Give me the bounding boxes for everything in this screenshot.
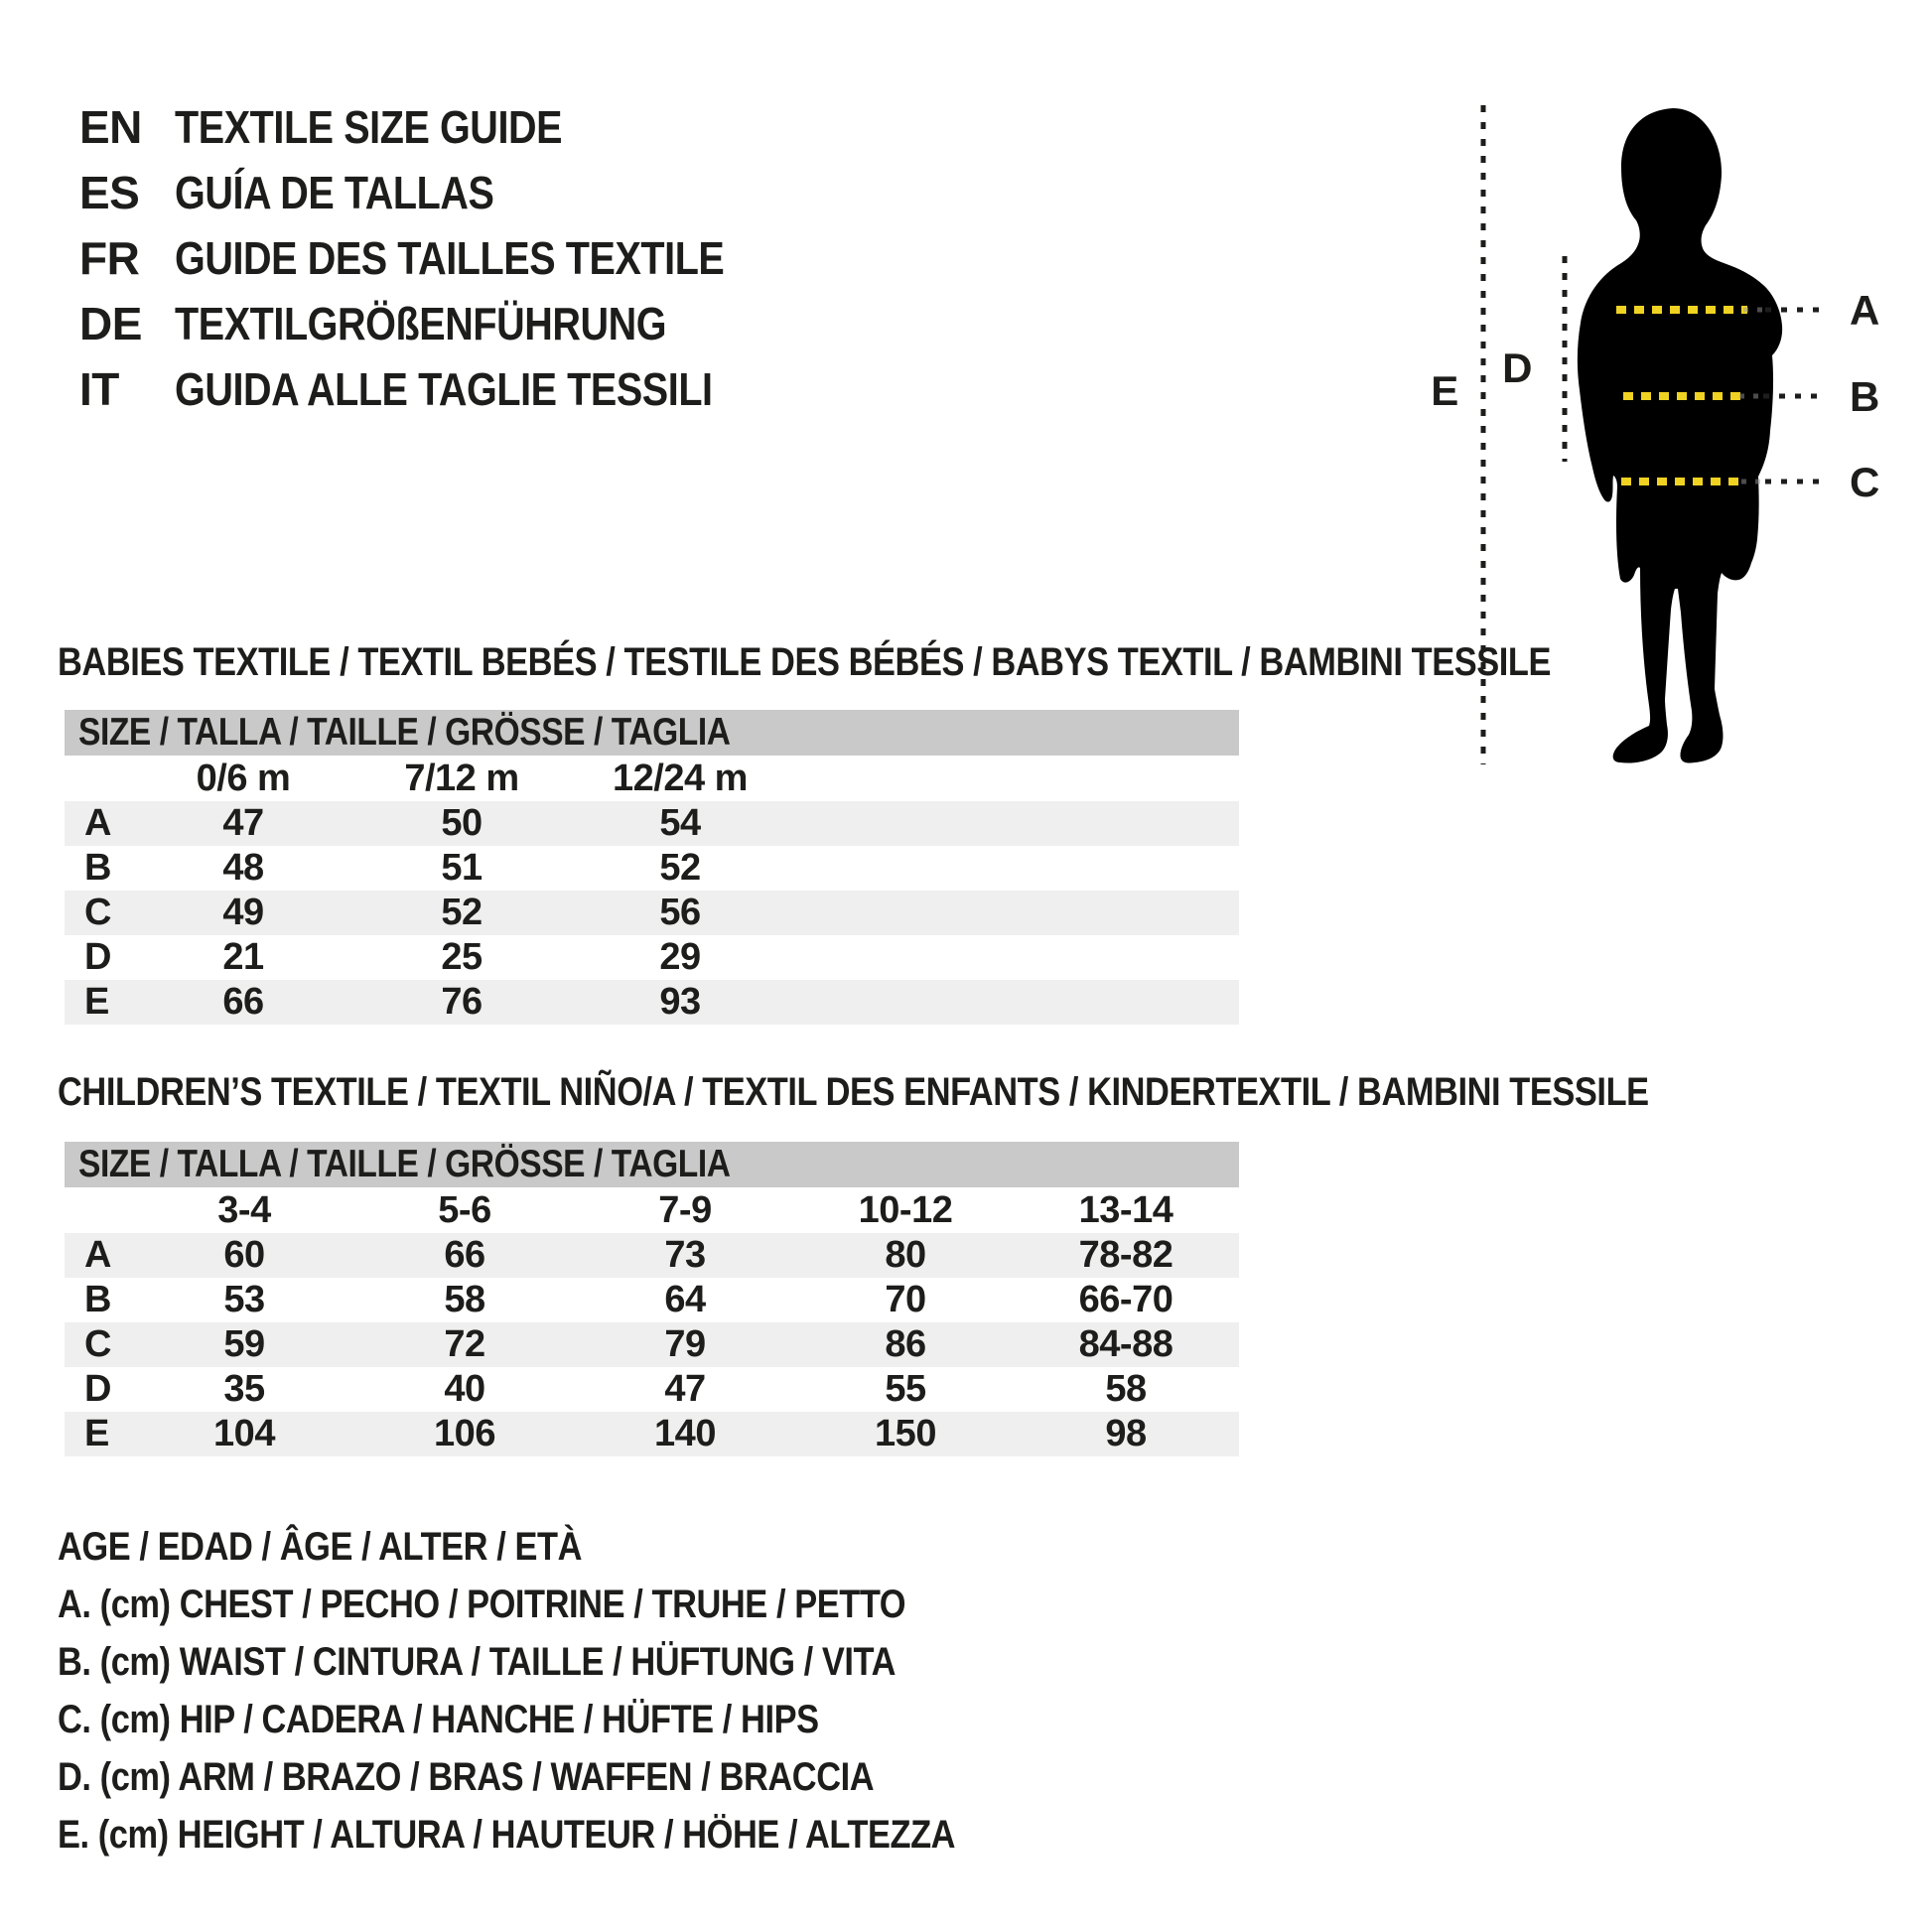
row-label: E bbox=[84, 1413, 109, 1454]
row-label: C bbox=[84, 892, 111, 933]
guide-title: GUIDA ALLE TAGLIE TESSILI bbox=[175, 363, 713, 415]
column-header: 13-14 bbox=[1078, 1189, 1173, 1231]
legend-text: A. (cm) CHEST / PECHO / POITRINE / TRUHE / PETTO bbox=[58, 1583, 906, 1626]
children-section-heading bbox=[58, 1070, 1908, 1114]
table-row-e bbox=[65, 980, 1239, 1025]
table-cell: 104 bbox=[213, 1413, 275, 1454]
empty-corner-cell bbox=[65, 756, 134, 801]
table-row-b bbox=[65, 1278, 1239, 1322]
row-label: B bbox=[84, 847, 111, 889]
children-table bbox=[65, 1142, 1239, 1456]
table-row-c bbox=[65, 1322, 1239, 1367]
table-cell: 52 bbox=[441, 892, 483, 933]
table-cell: 51 bbox=[441, 847, 483, 889]
column-header: 10-12 bbox=[858, 1189, 953, 1231]
table-cell: 93 bbox=[659, 981, 701, 1023]
lang-row-it bbox=[79, 356, 800, 422]
row-label: A bbox=[84, 802, 111, 844]
table-cell: 73 bbox=[664, 1234, 706, 1276]
table-cell: 78-82 bbox=[1078, 1234, 1173, 1276]
row-label: D bbox=[84, 1368, 111, 1410]
lang-code: ES bbox=[79, 167, 140, 218]
column-header: 5-6 bbox=[438, 1189, 491, 1231]
figure-label-a: A bbox=[1850, 287, 1879, 334]
table-cell: 25 bbox=[441, 936, 483, 978]
lang-row-en bbox=[79, 94, 625, 160]
table-row-b bbox=[65, 846, 1239, 891]
legend-text: E. (cm) HEIGHT / ALTURA / HAUTEUR / HÖHE / ALTEZZA bbox=[58, 1813, 956, 1857]
column-header: 3-4 bbox=[217, 1189, 271, 1231]
table-cell: 29 bbox=[659, 936, 701, 978]
guide-title: GUÍA DE TALLAS bbox=[175, 167, 494, 218]
lang-row-es bbox=[79, 160, 546, 225]
table-cell: 52 bbox=[659, 847, 701, 889]
table-cell: 79 bbox=[664, 1323, 706, 1365]
table-cell: 58 bbox=[1105, 1368, 1147, 1410]
lang-row-de bbox=[79, 291, 747, 356]
legend-text: B. (cm) WAIST / CINTURA / TAILLE / HÜFTUNG / VITA bbox=[58, 1640, 896, 1684]
column-header: 7/12 m bbox=[404, 758, 519, 799]
table-cell: 59 bbox=[223, 1323, 265, 1365]
table-cell: 48 bbox=[222, 847, 264, 889]
table-cell: 64 bbox=[664, 1279, 706, 1320]
column-header: 12/24 m bbox=[613, 758, 748, 799]
guide-title: GUIDE DES TAILLES TEXTILE bbox=[175, 232, 725, 284]
table-cell: 70 bbox=[885, 1279, 926, 1320]
table-cell: 56 bbox=[659, 892, 701, 933]
table-row-a bbox=[65, 801, 1239, 846]
legend-line-chest bbox=[58, 1576, 1043, 1633]
table-cell: 58 bbox=[444, 1279, 485, 1320]
table-cell: 72 bbox=[444, 1323, 485, 1365]
lang-code: FR bbox=[79, 232, 140, 284]
figure-label-d: D bbox=[1502, 345, 1532, 391]
children-size-header-band bbox=[65, 1142, 1239, 1187]
babies-section-heading bbox=[58, 640, 1794, 684]
legend-text: C. (cm) HIP / CADERA / HANCHE / HÜFTE / HIPS bbox=[58, 1698, 819, 1741]
table-cell: 66 bbox=[222, 981, 264, 1023]
figure-label-c: C bbox=[1850, 459, 1879, 505]
figure-label-e: E bbox=[1431, 367, 1458, 414]
table-cell: 86 bbox=[885, 1323, 926, 1365]
table-row-e bbox=[65, 1412, 1239, 1456]
table-row-c bbox=[65, 891, 1239, 935]
table-cell: 40 bbox=[444, 1368, 485, 1410]
babies-heading-text: BABIES TEXTILE / TEXTIL BEBÉS / TESTILE DES BÉBÉS / BABYS TEXTIL / BAMBINI TESSILE bbox=[58, 640, 1552, 684]
lang-code: EN bbox=[79, 101, 142, 153]
table-cell: 55 bbox=[885, 1368, 926, 1410]
babies-column-header-row bbox=[65, 756, 1239, 801]
legend-line-hip bbox=[58, 1691, 942, 1748]
table-cell: 21 bbox=[222, 936, 264, 978]
guide-title: TEXTILGRÖßENFÜHRUNG bbox=[175, 298, 667, 349]
row-label: E bbox=[84, 981, 109, 1023]
table-cell: 66 bbox=[444, 1234, 485, 1276]
table-cell: 50 bbox=[441, 802, 483, 844]
legend-text: D. (cm) ARM / BRAZO / BRAS / WAFFEN / BRACCIA bbox=[58, 1755, 875, 1799]
row-label: D bbox=[84, 936, 111, 978]
lang-code: DE bbox=[79, 298, 142, 349]
lang-row-fr bbox=[79, 225, 813, 291]
row-label: B bbox=[84, 1279, 111, 1320]
children-column-header-row bbox=[65, 1187, 1239, 1233]
row-label: A bbox=[84, 1234, 111, 1276]
guide-title: TEXTILE SIZE GUIDE bbox=[175, 101, 563, 153]
table-cell: 106 bbox=[434, 1413, 495, 1454]
lang-code: IT bbox=[79, 363, 119, 415]
size-header-text: SIZE / TALLA / TAILLE / GRÖSSE / TAGLIA bbox=[78, 1143, 731, 1185]
table-cell: 47 bbox=[664, 1368, 706, 1410]
legend-line-height bbox=[58, 1806, 1101, 1863]
size-header-text: SIZE / TALLA / TAILLE / GRÖSSE / TAGLIA bbox=[78, 711, 731, 754]
table-cell: 35 bbox=[223, 1368, 265, 1410]
legend-line-age bbox=[58, 1518, 667, 1576]
row-label: C bbox=[84, 1323, 111, 1365]
table-row-a bbox=[65, 1233, 1239, 1278]
table-cell: 47 bbox=[222, 802, 264, 844]
table-row-d bbox=[65, 1367, 1239, 1412]
table-row-d bbox=[65, 935, 1239, 980]
table-cell: 140 bbox=[654, 1413, 716, 1454]
legend-text: AGE / EDAD / ÂGE / ALTER / ETÀ bbox=[58, 1525, 582, 1569]
babies-size-header-band bbox=[65, 710, 1239, 756]
table-cell: 53 bbox=[223, 1279, 265, 1320]
table-cell: 66-70 bbox=[1078, 1279, 1173, 1320]
legend-line-waist bbox=[58, 1633, 1032, 1691]
legend-line-arm bbox=[58, 1748, 1007, 1806]
table-cell: 80 bbox=[885, 1234, 926, 1276]
column-header: 7-9 bbox=[658, 1189, 712, 1231]
column-header: 0/6 m bbox=[196, 758, 291, 799]
table-cell: 150 bbox=[875, 1413, 936, 1454]
table-cell: 54 bbox=[659, 802, 701, 844]
table-cell: 98 bbox=[1105, 1413, 1147, 1454]
children-heading-text: CHILDREN’S TEXTILE / TEXTIL NIÑO/A / TEXTIL DES ENFANTS / KINDERTEXTIL / BAMBINI TESSILE bbox=[58, 1070, 1649, 1114]
table-cell: 84-88 bbox=[1078, 1323, 1173, 1365]
empty-corner-cell bbox=[65, 1187, 134, 1233]
table-cell: 60 bbox=[223, 1234, 265, 1276]
figure-label-b: B bbox=[1850, 373, 1879, 420]
table-cell: 49 bbox=[222, 892, 264, 933]
table-cell: 76 bbox=[441, 981, 483, 1023]
babies-table bbox=[65, 710, 1239, 1025]
